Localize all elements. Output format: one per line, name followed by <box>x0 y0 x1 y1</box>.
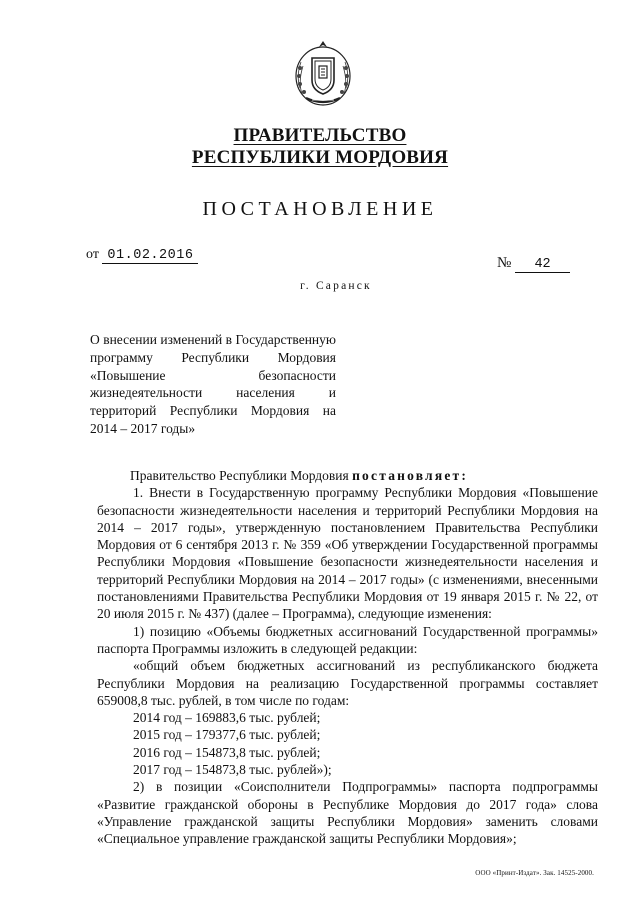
document-subject <box>90 331 336 438</box>
year-line: 2016 год – 154873,8 тыс. рублей; <box>133 744 321 760</box>
printer-footer: ООО «Принт-Издат». Зак. 14525-2000. <box>475 869 594 877</box>
document-type-heading: ПОСТАНОВЛЕНИЕ <box>202 198 438 220</box>
document-city: г. Саранск <box>300 280 372 292</box>
intro-text: Правительство Республики Мордовия <box>130 468 353 483</box>
intro-decree-word: постановляет: <box>352 468 469 483</box>
paragraph-4: 2) в позиции «Соисполнители Подпрограммы» паспорта подпрограммы «Развитие гражданской обороны в Республике Мордовия до 2017 года» слова «Управление гражданской защиты Республики Мордовия» заменить словами «Специальное управление гражданской защиты Республики Мордовия»; <box>97 779 598 847</box>
document-body <box>97 467 598 848</box>
government-title-line2: РЕСПУБЛИКИ МОРДОВИЯ <box>191 147 449 168</box>
paragraph-2: 1) позицию «Объемы бюджетных ассигнований Государственной программы» паспорта Программы изложить в следующей редакции: <box>97 623 598 656</box>
paragraph-1: 1. Внести в Государственную программу Республики Мордовия «Повышение безопасности жизнедеятельности населения и территорий Республики Мордовия на 2014 – 2017 годы», утвержденную постановлением Правительства Республики Мордовия от 6 сентября 2013 г. № 359 «Об утверждении Государственной программы Республики Мордовия «Повышение безопасности жизнедеятельности населения и территорий Республики Мордовия на 2014 – 2017 годы» (с изменениями, внесенными постановлениями Правительства Республики Мордовия от 19 января 2015 г. № 22, от 20 июля 2015 г. № 437) (далее – Программа), следующие изменения: <box>97 485 598 622</box>
government-title-line1: ПРАВИТЕЛЬСТВО <box>233 125 407 146</box>
year-line: 2015 год – 179377,6 тыс. рублей; <box>133 727 321 743</box>
number-value: 42 <box>515 257 570 273</box>
document-number <box>497 255 570 273</box>
year-line: 2014 год – 169883,6 тыс. рублей; <box>133 710 321 726</box>
date-prefix: от <box>86 247 99 262</box>
number-prefix: № <box>497 255 512 271</box>
subject-text: О внесении изменений в Государственную программу Республики Мордовия «Повышение безопасности жизнедеятельности населения и территорий Республики Мордовия на 2014 – 2017 годы» <box>90 332 336 436</box>
date-value: 01.02.2016 <box>102 248 198 264</box>
government-title <box>0 125 640 169</box>
year-line: 2017 год – 154873,8 тыс. рублей»); <box>133 762 332 778</box>
paragraph-3: «общий объем бюджетных ассигнований из республиканского бюджета Республики Мордовия на реализацию Государственной программы составляет 659008,8 тыс. рублей, в том числе по годам: <box>97 658 598 708</box>
document-date <box>86 247 198 264</box>
intro-paragraph <box>97 467 598 484</box>
coat-of-arms-emblem <box>292 38 354 108</box>
